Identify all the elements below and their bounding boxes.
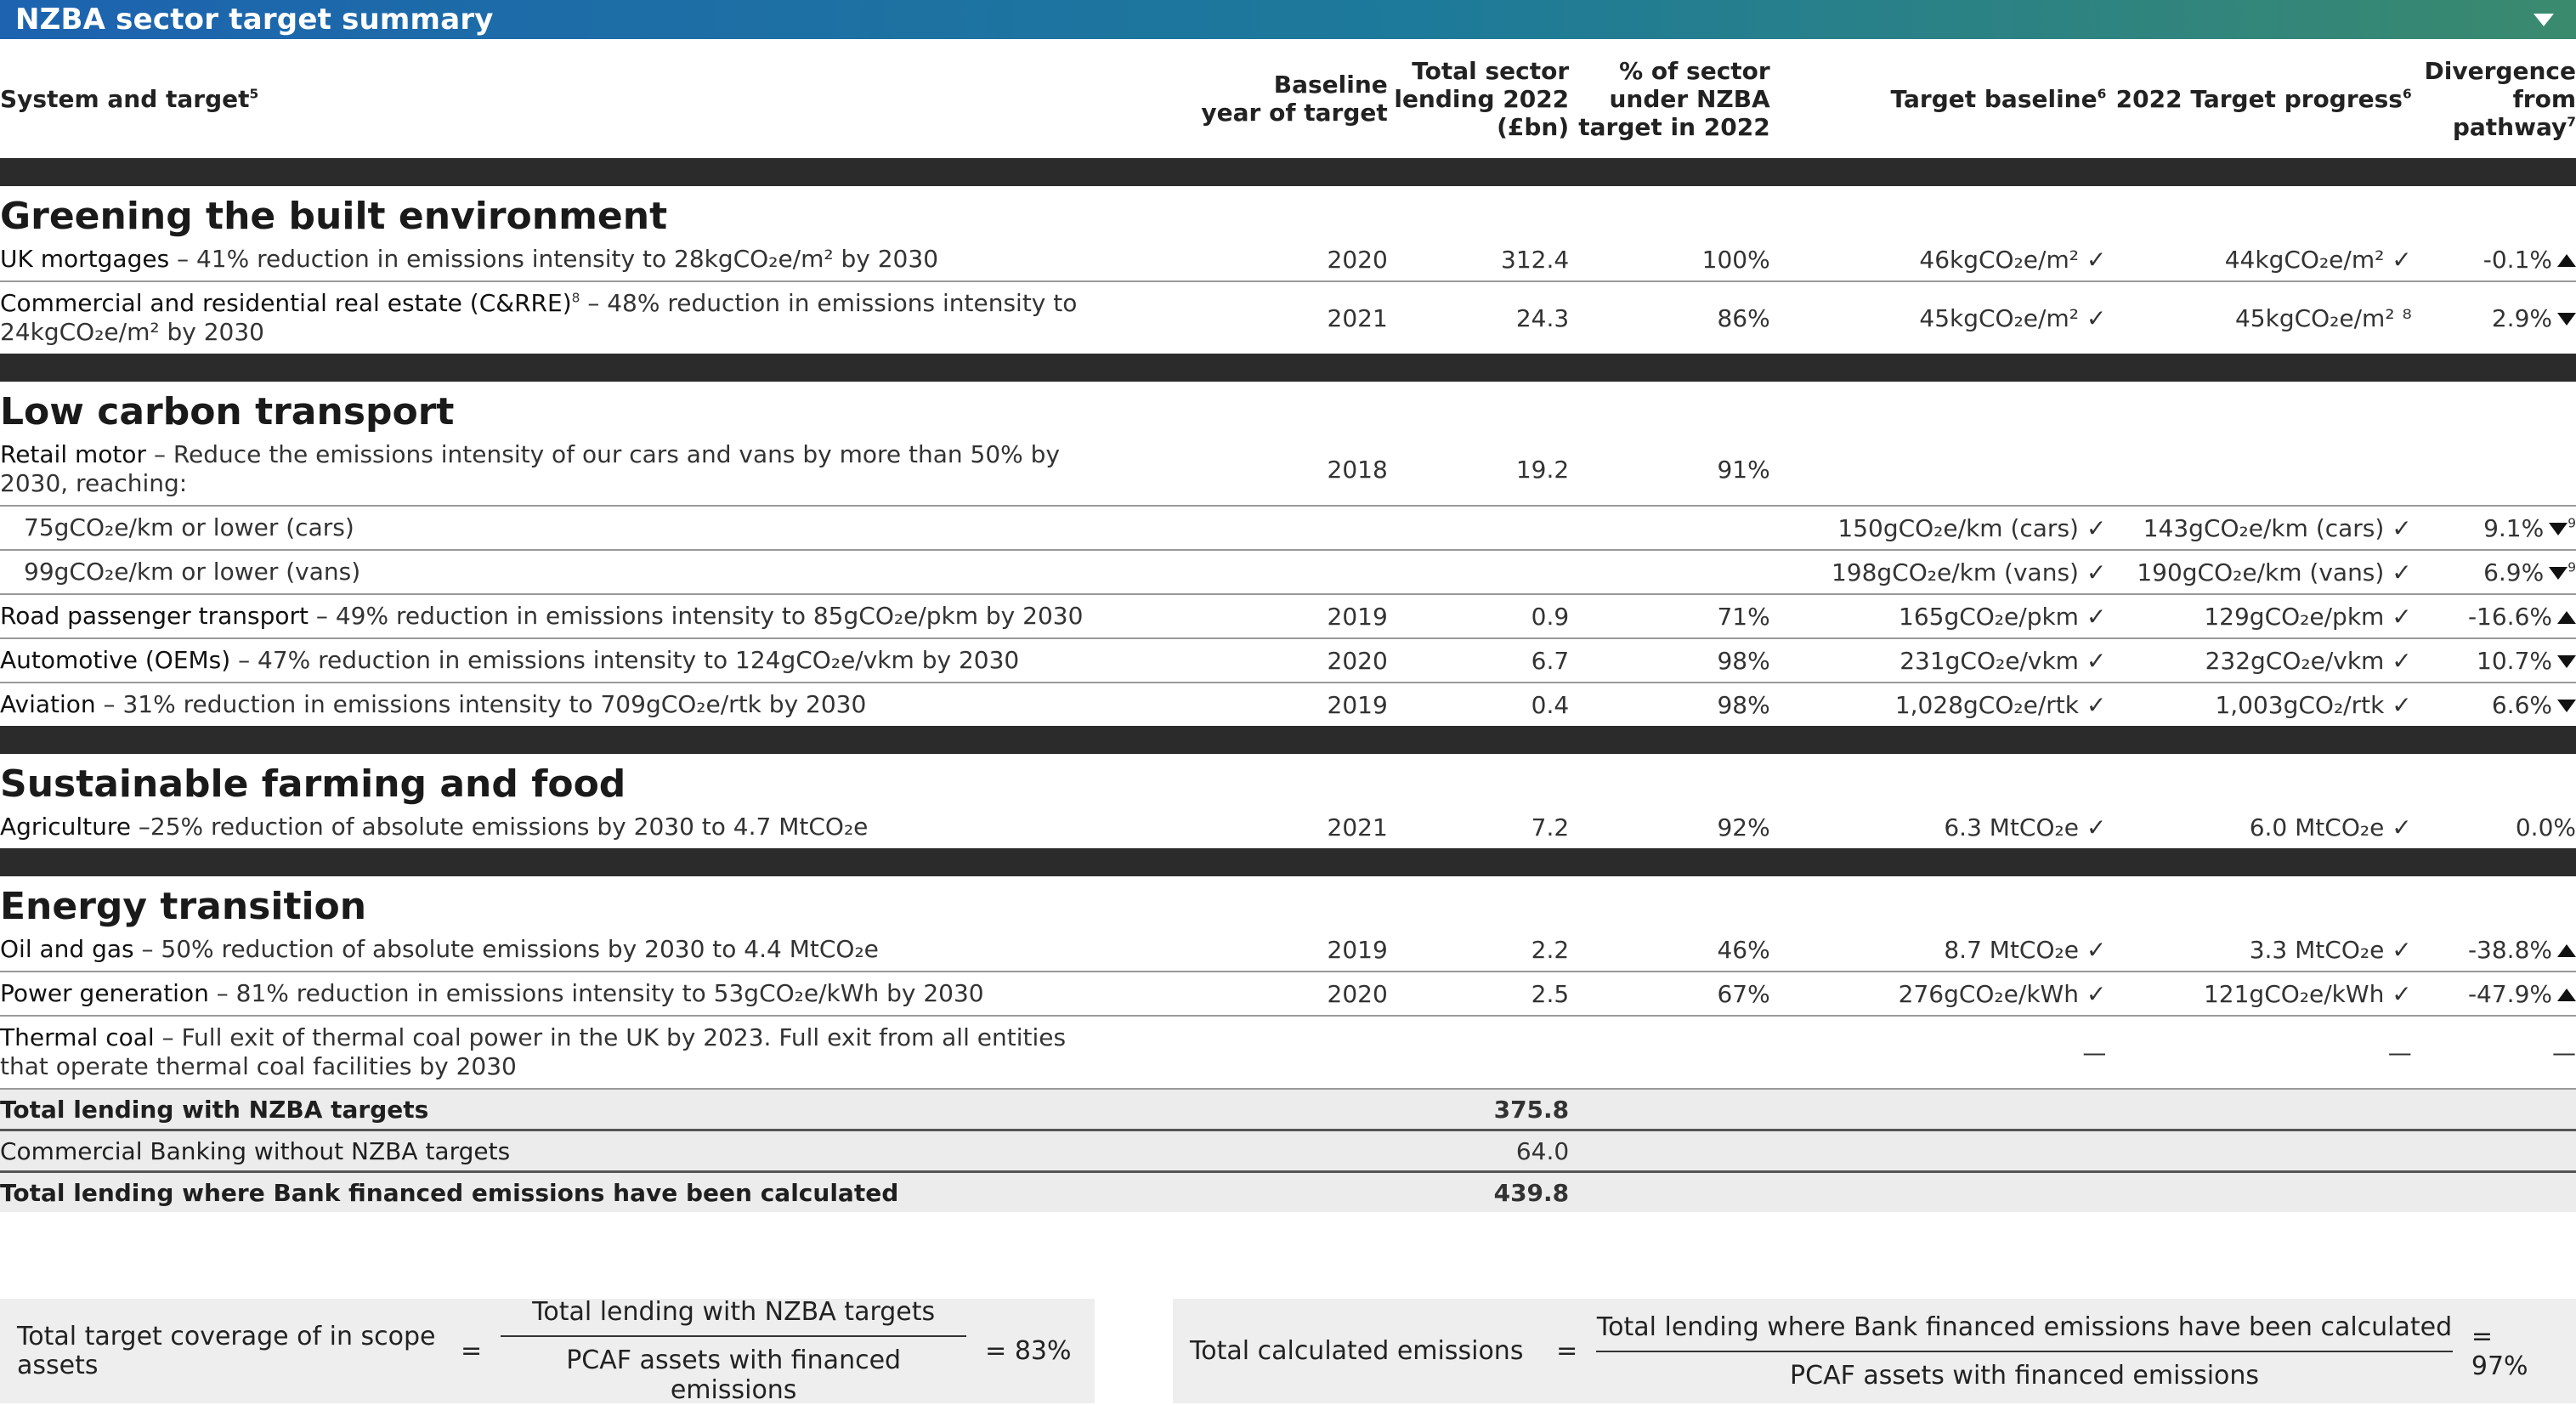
formula-result: = 83% <box>985 1336 1072 1366</box>
pct-under-target-cell <box>1569 506 1770 550</box>
target-name: Power generation <box>0 979 209 1007</box>
total-value: 375.8 <box>1388 1089 1569 1130</box>
divergence-value: 6.6% <box>2491 690 2552 719</box>
triangle-down-icon <box>2549 523 2568 535</box>
total-row <box>0 1089 2576 1130</box>
title-bar <box>0 0 2576 39</box>
target-name: Commercial and residential real estate (C&RRE) <box>0 289 572 317</box>
triangle-up-icon <box>2557 254 2576 267</box>
triangle-up-icon <box>2557 989 2576 1001</box>
target-description: – 49% reduction in emissions intensity to 85gCO₂e/pkm by 2030 <box>309 602 1084 630</box>
chevron-down-icon[interactable] <box>2534 14 2554 26</box>
table-row <box>0 683 2576 726</box>
target-name: Thermal coal <box>0 1023 155 1051</box>
total-lending-cell: 7.2 <box>1531 813 1570 841</box>
target-baseline-cell: 45kgCO₂e/m² ✓ <box>1919 303 2107 332</box>
table-row <box>0 1016 2576 1089</box>
system-target-cell <box>0 550 1104 594</box>
section-title-row <box>0 186 2576 238</box>
header-total-lending: Total sector lending 2022 (£bn) <box>1394 56 1570 141</box>
divergence-value: 0.0% <box>2515 813 2576 841</box>
divider-bar <box>0 158 2576 186</box>
divergence-cell <box>2412 683 2576 726</box>
baseline-year-cell: 2020 <box>1104 238 1388 281</box>
system-target-cell <box>0 506 1104 550</box>
system-target-cell <box>0 238 1104 281</box>
formula-result: = 97% <box>2471 1321 2528 1381</box>
header-divergence: Divergence from pathway$^7$ <box>2424 56 2576 141</box>
target-baseline-cell: 150gCO₂e/km (cars) ✓ <box>1770 506 2107 550</box>
system-target-cell <box>0 683 1104 726</box>
baseline-year-cell: 2019 <box>1104 928 1388 972</box>
table-row <box>0 238 2576 281</box>
footnote-ref: 9 <box>2568 515 2576 531</box>
system-target-cell <box>0 594 1104 638</box>
total-value: 64.0 <box>1388 1130 1569 1172</box>
divergence-value: 10.7% <box>2477 646 2552 675</box>
target-progress-cell: 121gCO₂e/kWh ✓ <box>2106 972 2411 1016</box>
divergence-value: -0.1% <box>2483 245 2552 274</box>
formula-numerator: Total lending where Bank financed emissions have been calculated <box>1596 1312 2453 1352</box>
total-blank <box>1569 1130 2576 1172</box>
target-baseline-cell: 8.7 MtCO₂e ✓ <box>1770 928 2107 972</box>
total-lending-cell: 19.2 <box>1388 433 1569 506</box>
triangle-up-icon <box>2557 944 2576 957</box>
divergence-cell <box>2412 281 2576 354</box>
target-progress-cell: 3.3 MtCO₂e ✓ <box>2106 928 2411 972</box>
total-lending-cell <box>1388 1016 1569 1089</box>
formula-denominator: PCAF assets with financed emissions <box>566 1346 902 1405</box>
divergence-cell <box>2412 594 2576 638</box>
baseline-year-cell: 2020 <box>1104 638 1388 683</box>
total-blank <box>1569 1172 2576 1213</box>
triangle-up-icon <box>2557 611 2576 624</box>
target-progress-cell: 143gCO₂e/km (cars) ✓ <box>2106 506 2411 550</box>
section-title: Energy transition <box>0 885 367 928</box>
target-description: 75gCO₂e/km or lower (cars) <box>24 513 354 541</box>
pct-under-target-cell: 71% <box>1569 594 1770 638</box>
section-title-row <box>0 382 2576 433</box>
total-label: Commercial Banking without NZBA targets <box>0 1130 1388 1172</box>
target-progress-cell: 44kgCO₂e/m² ✓ <box>2106 238 2411 281</box>
target-progress-cell <box>2106 433 2411 506</box>
baseline-year-cell: 2019 <box>1327 690 1388 719</box>
total-lending-cell: 24.3 <box>1515 303 1570 332</box>
pct-under-target-cell: 91% <box>1569 433 1770 506</box>
target-description: – Full exit of thermal coal power in the UK by 2023. Full exit from all entities that operate thermal coal facilities by 2030 <box>0 1023 1067 1080</box>
baseline-year-cell: 2018 <box>1104 433 1388 506</box>
total-lending-cell: 2.2 <box>1388 928 1569 972</box>
divergence-value: 6.9% <box>2483 558 2545 586</box>
target-name: Aviation <box>0 690 96 718</box>
section-title: Greening the built environment <box>0 195 668 238</box>
system-target-cell <box>0 972 1104 1016</box>
target-baseline-cell: 165gCO₂e/pkm ✓ <box>1770 594 2107 638</box>
divergence-cell <box>2412 806 2576 848</box>
section-divider <box>0 726 2576 754</box>
coverage-formulas <box>0 1299 2576 1405</box>
header-system: System and target$^5$ <box>0 84 259 113</box>
system-target-cell <box>0 638 1104 683</box>
section-divider <box>0 354 2576 382</box>
target-baseline-cell: 46kgCO₂e/m² ✓ <box>1770 238 2107 281</box>
target-baseline-cell: 198gCO₂e/km (vans) ✓ <box>1770 550 2107 594</box>
header-target-progress: 2022 Target progress$^6$ <box>2115 84 2412 113</box>
total-lending-cell: 2.5 <box>1388 972 1569 1016</box>
footnote-ref: 9 <box>2568 559 2576 575</box>
section-title: Sustainable farming and food <box>0 762 626 806</box>
target-description: – 48% reduction in emissions intensity to 24kgCO₂e/m² by 2030 <box>0 289 1078 346</box>
sector-target-table <box>0 39 2576 1212</box>
formula-denominator: PCAF assets with financed emissions <box>1790 1360 2260 1391</box>
target-progress-cell: — <box>2387 1038 2412 1067</box>
total-value: 439.8 <box>1388 1172 1569 1213</box>
target-description: – 50% reduction of absolute emissions by 2030 to 4.4 MtCO₂e <box>133 935 879 963</box>
section-title-row <box>0 754 2576 806</box>
target-name: Retail motor <box>0 440 147 468</box>
target-name: Automotive (OEMs) <box>0 646 231 674</box>
table-row <box>0 433 2576 506</box>
pct-under-target-cell <box>1569 550 1770 594</box>
formula-numerator: Total lending with NZBA targets <box>501 1297 966 1337</box>
target-progress-cell: 6.0 MtCO₂e ✓ <box>2249 813 2412 841</box>
target-baseline-cell: — <box>2082 1038 2107 1067</box>
formula-target-coverage <box>0 1299 1095 1403</box>
formula-fraction <box>501 1297 966 1405</box>
divergence-cell <box>2412 928 2576 972</box>
baseline-year-cell: 2020 <box>1104 972 1388 1016</box>
total-label: Total lending with NZBA targets <box>0 1089 1388 1130</box>
formula-equals: = <box>1556 1336 1578 1366</box>
target-description: – 41% reduction in emissions intensity to 28kgCO₂e/m² by 2030 <box>169 245 939 273</box>
target-baseline-cell: 6.3 MtCO₂e ✓ <box>1944 813 2107 841</box>
baseline-year-cell: 2021 <box>1327 813 1388 841</box>
divider-bar <box>0 726 2576 754</box>
target-description: – Reduce the emissions intensity of our cars and vans by more than 50% by 2030, reaching: <box>0 440 1061 497</box>
pct-under-target-cell <box>1569 1016 1770 1089</box>
section-title: Low carbon transport <box>0 390 455 433</box>
divergence-cell <box>2412 433 2576 506</box>
baseline-year-cell: 2019 <box>1104 594 1388 638</box>
system-target-cell <box>0 433 1104 506</box>
target-baseline-cell: 1,028gCO₂e/rtk ✓ <box>1894 690 2107 719</box>
divider-bar <box>0 354 2576 382</box>
pct-under-target-cell: 98% <box>1717 690 1770 719</box>
target-name: Agriculture <box>0 813 131 841</box>
total-row <box>0 1130 2576 1172</box>
section-title-row <box>0 876 2576 928</box>
system-target-cell <box>0 281 1104 354</box>
target-progress-cell: 190gCO₂e/km (vans) ✓ <box>2106 550 2411 594</box>
system-target-cell <box>0 928 1104 972</box>
system-target-cell <box>0 806 1104 848</box>
formula-label: Total target coverage of in scope assets <box>17 1321 436 1380</box>
total-lending-cell: 0.9 <box>1388 594 1569 638</box>
total-lending-cell <box>1388 506 1569 550</box>
divergence-cell <box>2412 506 2576 550</box>
target-description: – 81% reduction in emissions intensity to 53gCO₂e/kWh by 2030 <box>208 979 984 1007</box>
target-progress-cell: 45kgCO₂e/m² ⁸ <box>2234 303 2412 332</box>
pct-under-target-cell: 86% <box>1717 303 1770 332</box>
formula-equals: = <box>461 1336 483 1366</box>
system-target-cell <box>0 1016 1104 1089</box>
total-row <box>0 1172 2576 1213</box>
section-divider <box>0 158 2576 186</box>
baseline-year-cell <box>1104 1016 1388 1089</box>
total-lending-cell: 0.4 <box>1531 690 1570 719</box>
target-name: Oil and gas <box>0 935 134 963</box>
triangle-down-icon <box>2557 700 2576 712</box>
pct-under-target-cell: 92% <box>1717 813 1770 841</box>
divergence-cell <box>2412 550 2576 594</box>
target-baseline-cell: 231gCO₂e/vkm ✓ <box>1770 638 2107 683</box>
table-row <box>0 972 2576 1016</box>
target-description: –25% reduction of absolute emissions by 2030 to 4.7 MtCO₂e <box>131 813 869 841</box>
divergence-value: — <box>2552 1038 2576 1067</box>
footnote-ref: 8 <box>571 290 580 306</box>
section-divider <box>0 848 2576 876</box>
table-row <box>0 594 2576 638</box>
target-progress-cell: 232gCO₂e/vkm ✓ <box>2106 638 2411 683</box>
total-lending-cell: 312.4 <box>1388 238 1569 281</box>
triangle-down-icon <box>2557 313 2576 326</box>
divergence-cell <box>2412 638 2576 683</box>
table-row <box>0 281 2576 354</box>
pct-under-target-cell: 100% <box>1569 238 1770 281</box>
formula-label: Total calculated emissions <box>1190 1335 1524 1366</box>
divergence-value: -38.8% <box>2467 935 2552 964</box>
table-row <box>0 806 2576 848</box>
baseline-year-cell <box>1104 550 1388 594</box>
target-description: – 47% reduction in emissions intensity to 124gCO₂e/vkm by 2030 <box>230 646 1020 674</box>
formula-calculated-emissions <box>1173 1299 2576 1403</box>
pct-under-target-cell: 67% <box>1569 972 1770 1016</box>
target-baseline-cell <box>1770 433 2107 506</box>
divergence-cell <box>2412 238 2576 281</box>
divergence-value: 2.9% <box>2491 303 2552 332</box>
table-row <box>0 928 2576 972</box>
target-progress-cell: 1,003gCO₂/rtk ✓ <box>2215 690 2412 719</box>
target-baseline-cell: 276gCO₂e/kWh ✓ <box>1770 972 2107 1016</box>
divergence-value: -16.6% <box>2467 602 2552 631</box>
formula-fraction <box>1596 1312 2453 1391</box>
target-description: 99gCO₂e/km or lower (vans) <box>24 558 361 586</box>
divergence-cell <box>2412 1016 2576 1089</box>
header-baseline-year: Baseline year of target <box>1201 71 1388 127</box>
page-title: NZBA sector target summary <box>15 3 494 37</box>
baseline-year-cell <box>1104 506 1388 550</box>
triangle-down-icon <box>2549 567 2568 580</box>
target-progress-cell: 129gCO₂e/pkm ✓ <box>2106 594 2411 638</box>
table-header-row <box>0 39 2576 158</box>
table-row <box>0 638 2576 683</box>
header-pct-sector: % of sector under NZBA target in 2022 <box>1578 56 1770 141</box>
target-name: UK mortgages <box>0 245 170 273</box>
pct-under-target-cell: 46% <box>1569 928 1770 972</box>
total-lending-cell: 6.7 <box>1388 638 1569 683</box>
triangle-down-icon <box>2557 655 2576 668</box>
total-blank <box>1569 1089 2576 1130</box>
pct-under-target-cell: 98% <box>1569 638 1770 683</box>
target-name: Road passenger transport <box>0 602 309 630</box>
table-row <box>0 550 2576 594</box>
header-target-baseline: Target baseline$^6$ <box>1890 84 2107 113</box>
baseline-year-cell: 2021 <box>1327 303 1388 332</box>
divider-bar <box>0 848 2576 876</box>
divergence-cell <box>2412 972 2576 1016</box>
divergence-value: 9.1% <box>2483 513 2545 542</box>
total-lending-cell <box>1388 550 1569 594</box>
divergence-value: -47.9% <box>2467 979 2552 1008</box>
table-row <box>0 506 2576 550</box>
total-label: Total lending where Bank financed emissions have been calculated <box>0 1172 1388 1213</box>
target-description: – 31% reduction in emissions intensity to 709gCO₂e/rtk by 2030 <box>95 690 867 718</box>
